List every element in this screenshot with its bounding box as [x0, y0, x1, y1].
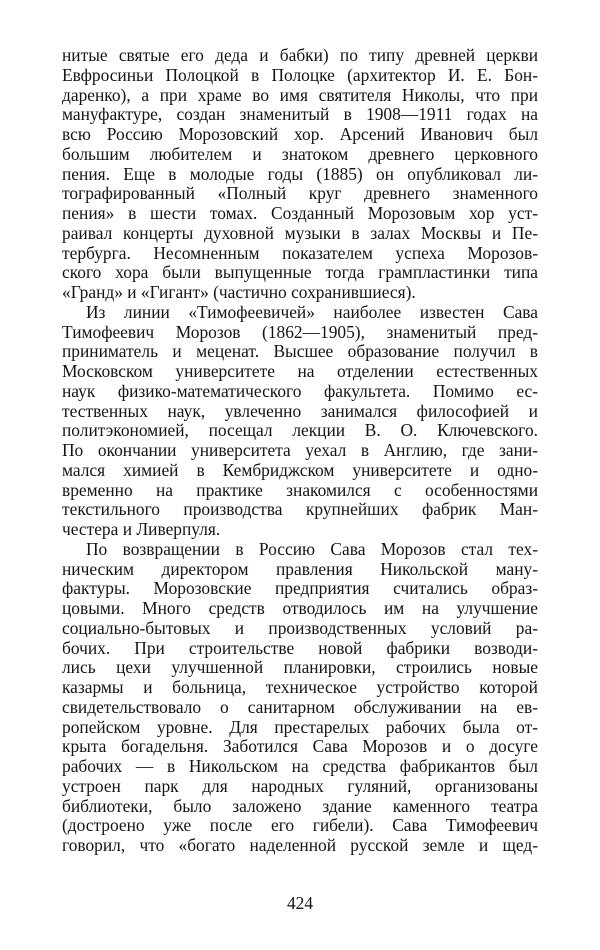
text-line: ническим директором правления Никольской ману- — [62, 559, 538, 579]
text-line: даренко), а при храме во имя святителя Николы, что при — [62, 85, 538, 105]
text-line: Евфросиньи Полоцкой в Полоцке (архитектор И. Е. Бон- — [62, 65, 538, 85]
text-line: бочих. При строительстве новой фабрики возводи- — [62, 638, 538, 658]
text-line: говорил, что «богато наделенной русской земле и щед- — [62, 836, 538, 855]
body-text — [62, 46, 538, 856]
text-line: всю Россию Морозовский хор. Арсений Иванович был — [62, 125, 538, 144]
text-line: политэкономией, посещал лекции В. О. Ключевского. — [62, 421, 538, 441]
text-line: тографированный «Полный круг древнего знаменного — [62, 184, 538, 204]
text-line: большим любителем и знатоком древнего церковного — [62, 144, 538, 164]
text-line: устроен парк для народных гуляний, организованы — [62, 776, 538, 796]
text-line: «Гранд» и «Гигант» (частично сохранившиеся). — [62, 283, 416, 302]
text-line: Московском университете на отделении естественных — [62, 362, 538, 381]
text-line: пения» в шести томах. Созданный Морозовым хор уст- — [62, 204, 538, 223]
text-line: По окончании университета уехал в Англию, где зани- — [62, 441, 538, 460]
text-line: нитые святые его деда и бабки) по типу древней церкви — [62, 46, 538, 65]
text-line: библиотеки, было заложено здание каменного театра — [62, 796, 538, 816]
text-line: По возвращении в Россию Сава Морозов стал тех- — [86, 539, 538, 559]
text-line: наук физико-математического факультета. Помимо ес- — [62, 381, 538, 401]
text-line: рабочих — в Никольском на средства фабрикантов был — [62, 757, 538, 776]
text-line: лись цехи улучшенной планировки, строились новые — [62, 658, 538, 678]
paragraph-1 — [62, 46, 538, 303]
text-line: мался химией в Кембриджском университете и одно- — [62, 460, 538, 480]
text-line: ропейском уровне. Для престарелых рабочих была от- — [62, 717, 538, 737]
text-line: социально-бытовых и производственных условий ра- — [62, 618, 538, 638]
text-line: пения. Еще в молодые годы (1885) он опубликовал ли- — [62, 164, 538, 184]
paragraph-3 — [62, 540, 538, 856]
text-line: честера и Ливерпуля. — [62, 520, 221, 539]
text-line: цовыми. Много средств отводилось им на улучшение — [62, 599, 538, 618]
text-line: тербурга. Несомненным показателем успеха Морозов- — [62, 243, 538, 263]
page-number: 424 — [286, 893, 314, 913]
text-line: тественных наук, увлеченно занимался философией и — [62, 401, 538, 421]
text-line: приниматель и меценат. Высшее образование получил в — [62, 342, 538, 362]
text-line: временно на практике знакомился с особенностями — [62, 480, 538, 500]
text-line: Тимофеевич Морозов (1862—1905), знаменитый пред- — [62, 322, 538, 342]
text-line: ского хора были выпущенные тогда грампластинки типа — [62, 263, 538, 283]
text-line: фактуры. Морозовские предприятия считались образ- — [62, 579, 538, 599]
text-line: мануфактуре, создан знаменитый в 1908—1911 годах на — [62, 105, 538, 125]
text-line: свидетельствовало о санитарном обслуживании на ев- — [62, 697, 538, 717]
text-line: Из линии «Тимофеевичей» наиболее известен Сава — [86, 302, 538, 322]
text-line: раивал концерты духовной музыки в залах Москвы и Пе- — [62, 223, 538, 243]
text-line: текстильного производства крупнейших фабрик Ман- — [62, 500, 538, 520]
paragraph-2 — [62, 303, 538, 540]
text-line: казармы и больница, техническое устройство которой — [62, 678, 538, 697]
text-line: крыта богадельня. Заботился Сава Морозов и о досуге — [62, 737, 538, 757]
text-line: (достроено уже после его гибели). Сава Тимофеевич — [62, 816, 538, 836]
